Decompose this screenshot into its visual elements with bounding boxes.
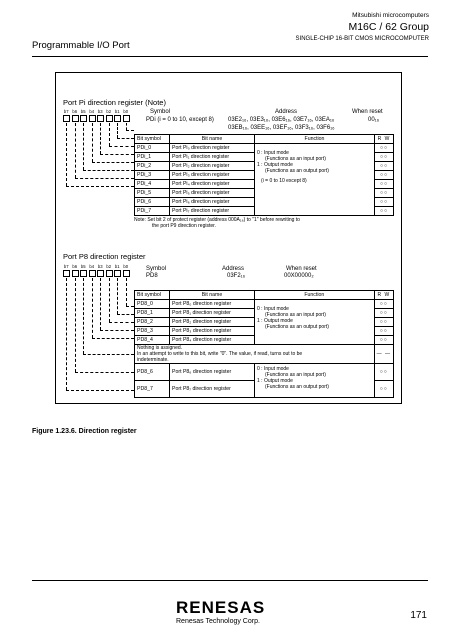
table-row	[135, 300, 394, 309]
reg1-reset-label: When reset	[352, 109, 383, 115]
func-line: 1 : Output mode	[257, 162, 293, 168]
bit-label: b2	[106, 109, 112, 114]
section-title: Programmable I/O Port	[32, 40, 130, 51]
rw-marks: ○○	[375, 189, 394, 198]
bit-label: b1	[114, 264, 120, 269]
bit-symbol: PDi_1	[135, 153, 170, 162]
bit-symbol: PD8_0	[135, 300, 170, 309]
bit-label: b3	[97, 264, 103, 269]
func-line: (Functions as an output port)	[265, 384, 329, 390]
bit-symbol: PD8_2	[135, 318, 170, 327]
reg1-symbol: PDi (i = 0 to 10, except 8)	[146, 117, 214, 123]
bit-name: Port P8₆ direction register	[170, 364, 255, 381]
bit-symbol: PD8_7	[135, 381, 170, 398]
reg1-table	[134, 134, 394, 216]
rw-marks: ○○	[375, 144, 394, 153]
bit-label: b2	[106, 264, 112, 269]
func-line: 1 : Output mode	[257, 378, 293, 384]
table-row-nothing	[135, 345, 394, 364]
rw-marks: ○○	[374, 300, 393, 309]
rw-marks: ○○	[374, 309, 393, 318]
func-line: (Functions as an input port)	[265, 156, 326, 162]
bit-name: Port Pi₂ direction register	[170, 162, 255, 171]
bit-label: b6	[72, 264, 78, 269]
logo-subtitle: Renesas Technology Corp.	[176, 618, 260, 625]
reg2-symbol-label: Symbol	[146, 266, 167, 272]
reg1-bit-boxes	[63, 115, 131, 122]
reg2-function-cell-a	[255, 300, 375, 345]
bit-name: Port Pi₅ direction register	[170, 189, 255, 198]
bit-name: Port P8₃ direction register	[170, 327, 255, 336]
reg2-bit-labels	[62, 264, 130, 269]
col-bit-symbol: Bit symbol	[135, 135, 170, 144]
bit-label: b7	[63, 109, 69, 114]
bit-symbol: PD8_1	[135, 309, 170, 318]
reg2-bit-boxes	[63, 270, 131, 277]
col-rw: R W	[375, 135, 394, 144]
rw-marks: ○○	[374, 364, 393, 381]
reg1-function-cell	[255, 144, 375, 216]
func-line: 0 : Input mode	[257, 150, 289, 156]
bit-name: Port P8₂ direction register	[170, 318, 255, 327]
rw-marks: — —	[374, 345, 393, 364]
bit-symbol: PDi_4	[135, 180, 170, 189]
bit-label: b5	[80, 264, 86, 269]
func-line: (Functions as an input port)	[265, 312, 326, 318]
rw-marks: ○○	[374, 336, 393, 345]
rw-marks: ○○	[374, 318, 393, 327]
bit-label: b1	[114, 109, 120, 114]
col-bit-symbol: Bit symbol	[135, 291, 170, 300]
col-bit-name: Bit name	[170, 135, 255, 144]
nothing-line: indeterminate.	[137, 357, 169, 363]
bit-label: b4	[89, 264, 95, 269]
bit-name: Port Pi₇ direction register	[170, 207, 255, 216]
rw-marks: ○○	[375, 162, 394, 171]
renesas-logo: RENESAS	[176, 598, 266, 617]
reg1-address-line2: 03EB₁₆, 03EE₁₆, 03EF₁₆, 03F3₁₆, 03F6₁₆	[228, 125, 335, 131]
page-number: 171	[410, 610, 427, 621]
reg1-reset-value: 00₁₆	[368, 117, 380, 123]
bit-symbol: PDi_6	[135, 198, 170, 207]
bit-name: Port Pi₄ direction register	[170, 180, 255, 189]
bit-symbol: PDi_3	[135, 171, 170, 180]
bit-name: Port P8₄ direction register	[170, 336, 255, 345]
header-group: M16C / 62 Group	[348, 21, 429, 33]
table-header-row	[135, 135, 394, 144]
func-line: (Functions as an output port)	[265, 324, 329, 330]
bit-name: Port Pi₆ direction register	[170, 198, 255, 207]
footer-divider	[32, 580, 428, 581]
reg1-address-line1: 03E2₁₆, 03E3₁₆, 03E6₁₆, 03E7₁₆, 03EA₁₆	[228, 117, 335, 123]
rw-marks: ○○	[375, 198, 394, 207]
figure-caption: Figure 1.23.6. Direction register	[32, 428, 137, 435]
reg1-address-label: Address	[275, 109, 298, 115]
bit-label: b0	[123, 109, 129, 114]
reg2-table	[134, 290, 394, 398]
func-line: 0 : Input mode	[257, 366, 289, 372]
reg1-symbol-label: Symbol	[150, 109, 171, 115]
bit-symbol: PD8_3	[135, 327, 170, 336]
reg1-note-line1: Note: Set bit 2 of protect register (address 000A₁₆) to "1" before rewriting to	[134, 217, 300, 223]
bit-symbol: PD8_4	[135, 336, 170, 345]
reg2-function-cell-b	[255, 364, 375, 398]
rw-marks: ○○	[374, 381, 393, 398]
func-line: 1 : Output mode	[257, 318, 293, 324]
bit-symbol: PDi_0	[135, 144, 170, 153]
reg2-reset-value: 00X00000₂	[284, 273, 314, 279]
nothing-assigned-cell	[135, 345, 375, 364]
func-line: (Functions as an output port)	[265, 168, 329, 174]
bit-label: b3	[97, 109, 103, 114]
reg1-bit-labels	[62, 109, 130, 114]
col-function: Function	[255, 291, 375, 300]
bit-name: Port P8₁ direction register	[170, 309, 255, 318]
header-divider	[32, 56, 428, 57]
bit-name: Port Pi₁ direction register	[170, 153, 255, 162]
reg2-title: Port P8 direction register	[63, 252, 146, 261]
func-line: (Functions as an input port)	[265, 372, 326, 378]
table-header-row	[135, 291, 394, 300]
header-subtitle: SINGLE-CHIP 16-BIT CMOS MICROCOMPUTER	[295, 36, 429, 42]
bit-label: b6	[72, 109, 78, 114]
reg1-title: Port Pi direction register (Note)	[63, 98, 166, 107]
bit-name: Port P8₀ direction register	[170, 300, 255, 309]
rw-marks: ○○	[375, 153, 394, 162]
bit-name: Port Pi₀ direction register	[170, 144, 255, 153]
col-function: Function	[255, 135, 375, 144]
bit-symbol: PDi_2	[135, 162, 170, 171]
header-company: Mitsubishi microcomputers	[352, 12, 429, 19]
col-bit-name: Bit name	[170, 291, 255, 300]
bit-label: b0	[123, 264, 129, 269]
nothing-line: In an attempt to write to this bit, write "0". The value, if read, turns out to be	[137, 351, 303, 357]
bit-label: b7	[63, 264, 69, 269]
reg2-address-label: Address	[222, 266, 245, 272]
reg2-symbol: PD8	[146, 273, 158, 279]
bit-name: Port P8₇ direction register	[170, 381, 255, 398]
nothing-line: Nothing is assigned.	[137, 345, 183, 351]
bit-label: b4	[89, 109, 95, 114]
bit-symbol: PD8_6	[135, 364, 170, 381]
bit-label: b5	[80, 109, 86, 114]
rw-marks: ○○	[375, 207, 394, 216]
table-row	[135, 144, 394, 153]
func-line: (i = 0 to 10 except 8)	[261, 178, 307, 184]
table-row	[135, 364, 394, 381]
reg1-note-line2: the port P9 direction register.	[152, 223, 216, 229]
bit-symbol: PDi_5	[135, 189, 170, 198]
col-rw: R W	[374, 291, 393, 300]
bit-name: Port Pi₃ direction register	[170, 171, 255, 180]
rw-marks: ○○	[374, 327, 393, 336]
reg2-reset-label: When reset	[286, 266, 317, 272]
func-line: 0 : Input mode	[257, 306, 289, 312]
reg2-address: 03F2₁₆	[227, 273, 246, 279]
bit-symbol: PDi_7	[135, 207, 170, 216]
rw-marks: ○○	[375, 171, 394, 180]
rw-marks: ○○	[375, 180, 394, 189]
